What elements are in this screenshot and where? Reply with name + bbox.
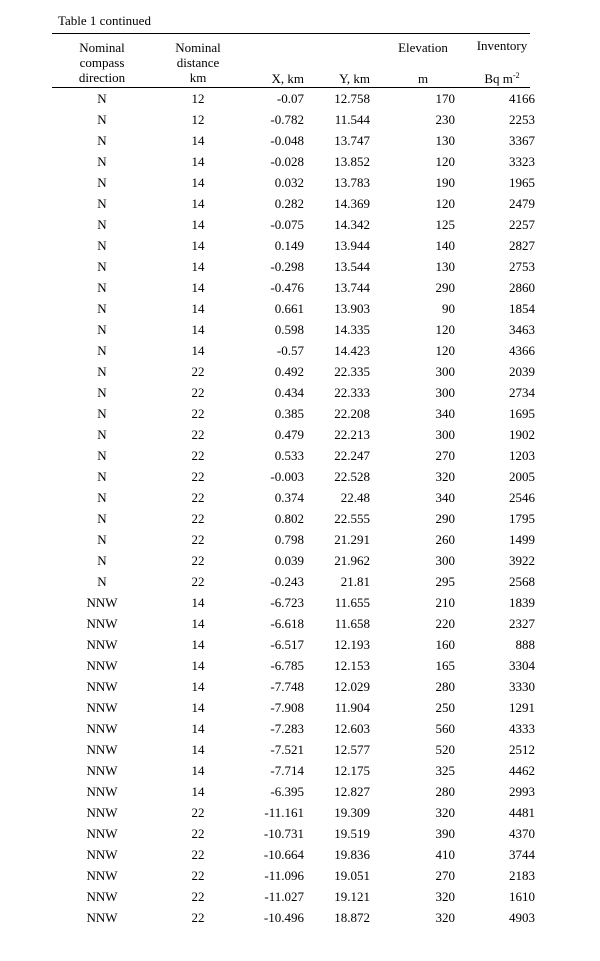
cell-direction: NNW [86, 847, 118, 862]
cell-distance: 12 [191, 91, 205, 106]
cell-elevation: 325 [435, 763, 455, 778]
cell-inventory: 3323 [509, 154, 535, 169]
cell-x: 0.385 [274, 406, 304, 421]
table-row [0, 109, 600, 130]
table-row [0, 424, 600, 445]
cell-y: 22.333 [334, 385, 370, 400]
cell-elevation: 165 [435, 658, 455, 673]
cell-distance: 12 [191, 112, 205, 127]
cell-x: -7.714 [270, 763, 304, 778]
table-row [0, 130, 600, 151]
cell-y: 22.213 [334, 427, 370, 442]
cell-x: -6.517 [270, 637, 304, 652]
cell-y: 22.335 [334, 364, 370, 379]
cell-direction: N [97, 91, 107, 106]
header-y: Y, km [339, 71, 370, 86]
cell-direction: NNW [86, 910, 118, 925]
cell-distance: 14 [191, 175, 205, 190]
cell-x: -0.476 [270, 280, 304, 295]
cell-distance: 14 [191, 133, 205, 148]
cell-inventory: 1499 [509, 532, 535, 547]
cell-elevation: 290 [435, 280, 455, 295]
cell-x: 0.798 [274, 532, 304, 547]
cell-direction: NNW [86, 700, 118, 715]
cell-inventory: 1795 [509, 511, 535, 526]
cell-x: -7.748 [270, 679, 304, 694]
cell-inventory: 3744 [509, 847, 535, 862]
cell-elevation: 220 [435, 616, 455, 631]
cell-direction: NNW [86, 679, 118, 694]
cell-direction: N [97, 154, 107, 169]
cell-elevation: 230 [435, 112, 455, 127]
cell-y: 19.836 [334, 847, 370, 862]
cell-x: -6.395 [270, 784, 304, 799]
cell-elevation: 320 [435, 469, 455, 484]
cell-direction: N [97, 406, 107, 421]
cell-distance: 14 [191, 595, 205, 610]
table-body [0, 88, 600, 928]
cell-x: 0.039 [274, 553, 304, 568]
cell-x: -7.908 [270, 700, 304, 715]
cell-x: -6.618 [270, 616, 304, 631]
cell-inventory: 1695 [509, 406, 535, 421]
cell-distance: 22 [191, 448, 205, 463]
table-row [0, 256, 600, 277]
header-direction: Nominal compass direction [78, 40, 126, 85]
cell-inventory: 3463 [509, 322, 535, 337]
cell-y: 22.48 [340, 490, 370, 505]
top-rule [52, 33, 530, 34]
cell-x: -0.298 [270, 259, 304, 274]
cell-x: -0.07 [276, 91, 304, 106]
table-row [0, 613, 600, 634]
cell-direction: N [97, 301, 107, 316]
header-inventory: Inventory [476, 38, 528, 53]
cell-x: -10.496 [263, 910, 304, 925]
cell-distance: 22 [191, 847, 205, 862]
cell-y: 22.555 [334, 511, 370, 526]
cell-direction: N [97, 553, 107, 568]
cell-distance: 14 [191, 154, 205, 169]
cell-inventory: 4333 [509, 721, 535, 736]
cell-x: -0.048 [270, 133, 304, 148]
cell-x: 0.492 [274, 364, 304, 379]
cell-elevation: 270 [435, 868, 455, 883]
cell-y: 14.369 [334, 196, 370, 211]
cell-elevation: 125 [435, 217, 455, 232]
table-row [0, 277, 600, 298]
cell-y: 13.903 [334, 301, 370, 316]
cell-distance: 14 [191, 196, 205, 211]
cell-x: 0.661 [274, 301, 304, 316]
cell-y: 11.655 [334, 595, 370, 610]
cell-direction: N [97, 574, 107, 589]
table-row [0, 676, 600, 697]
cell-direction: NNW [86, 868, 118, 883]
table-row [0, 508, 600, 529]
cell-direction: N [97, 133, 107, 148]
cell-inventory: 4166 [509, 91, 535, 106]
cell-inventory: 2183 [509, 868, 535, 883]
cell-y: 13.744 [334, 280, 370, 295]
cell-inventory: 1839 [509, 595, 535, 610]
table-row [0, 403, 600, 424]
table-row [0, 718, 600, 739]
cell-inventory: 4366 [509, 343, 535, 358]
cell-inventory: 888 [515, 637, 535, 652]
cell-distance: 22 [191, 868, 205, 883]
cell-distance: 14 [191, 637, 205, 652]
cell-direction: N [97, 196, 107, 211]
cell-inventory: 2253 [509, 112, 535, 127]
cell-inventory: 1610 [509, 889, 535, 904]
cell-distance: 22 [191, 910, 205, 925]
cell-elevation: 140 [435, 238, 455, 253]
cell-y: 11.904 [334, 700, 370, 715]
cell-distance: 14 [191, 301, 205, 316]
cell-elevation: 120 [435, 343, 455, 358]
table-row [0, 886, 600, 907]
cell-x: -0.782 [270, 112, 304, 127]
cell-elevation: 560 [435, 721, 455, 736]
cell-distance: 22 [191, 553, 205, 568]
table-row [0, 571, 600, 592]
cell-elevation: 340 [435, 490, 455, 505]
table-row [0, 340, 600, 361]
cell-inventory: 1902 [509, 427, 535, 442]
cell-elevation: 130 [435, 133, 455, 148]
cell-x: -10.731 [263, 826, 304, 841]
header-elevation-unit: m [417, 71, 429, 86]
cell-inventory: 2993 [509, 784, 535, 799]
cell-direction: N [97, 490, 107, 505]
cell-x: 0.032 [274, 175, 304, 190]
cell-distance: 22 [191, 511, 205, 526]
cell-direction: N [97, 385, 107, 400]
cell-distance: 14 [191, 658, 205, 673]
cell-inventory: 2546 [509, 490, 535, 505]
cell-y: 12.175 [334, 763, 370, 778]
cell-direction: NNW [86, 805, 118, 820]
cell-distance: 22 [191, 427, 205, 442]
cell-distance: 14 [191, 700, 205, 715]
header-distance: Nominal distance km [175, 40, 221, 85]
cell-elevation: 300 [435, 427, 455, 442]
cell-x: 0.533 [274, 448, 304, 463]
table-row [0, 760, 600, 781]
cell-y: 14.423 [334, 343, 370, 358]
cell-distance: 14 [191, 217, 205, 232]
cell-y: 13.544 [334, 259, 370, 274]
cell-inventory: 4370 [509, 826, 535, 841]
cell-distance: 22 [191, 364, 205, 379]
cell-inventory: 2860 [509, 280, 535, 295]
cell-direction: N [97, 427, 107, 442]
cell-distance: 22 [191, 805, 205, 820]
cell-direction: N [97, 280, 107, 295]
cell-x: -11.161 [264, 805, 304, 820]
cell-direction: N [97, 364, 107, 379]
cell-direction: NNW [86, 763, 118, 778]
cell-inventory: 2753 [509, 259, 535, 274]
table-row [0, 865, 600, 886]
cell-x: 0.149 [274, 238, 304, 253]
cell-inventory: 3330 [509, 679, 535, 694]
header-inventory-unit: Bq $m^{-2}$ [484, 71, 520, 86]
cell-elevation: 410 [435, 847, 455, 862]
cell-inventory: 2827 [509, 238, 535, 253]
cell-inventory: 2257 [509, 217, 535, 232]
cell-inventory: 2512 [509, 742, 535, 757]
cell-distance: 14 [191, 742, 205, 757]
cell-y: 11.658 [334, 616, 370, 631]
cell-direction: N [97, 469, 107, 484]
cell-y: 22.208 [334, 406, 370, 421]
table-row [0, 634, 600, 655]
cell-x: -11.096 [264, 868, 304, 883]
cell-y: 22.247 [334, 448, 370, 463]
cell-x: -10.664 [263, 847, 304, 862]
cell-inventory: 2005 [509, 469, 535, 484]
cell-distance: 14 [191, 343, 205, 358]
table-row [0, 235, 600, 256]
table-row [0, 697, 600, 718]
table-row [0, 739, 600, 760]
cell-y: 11.544 [334, 112, 370, 127]
cell-direction: NNW [86, 637, 118, 652]
cell-direction: NNW [86, 721, 118, 736]
table-row [0, 382, 600, 403]
cell-direction: N [97, 259, 107, 274]
table-row [0, 655, 600, 676]
table-row [0, 592, 600, 613]
cell-elevation: 280 [435, 784, 455, 799]
cell-inventory: 4481 [509, 805, 535, 820]
cell-x: 0.374 [274, 490, 304, 505]
table-row [0, 781, 600, 802]
table-row [0, 319, 600, 340]
cell-elevation: 280 [435, 679, 455, 694]
cell-y: 21.962 [334, 553, 370, 568]
cell-direction: NNW [86, 784, 118, 799]
cell-inventory: 3367 [509, 133, 535, 148]
cell-inventory: 1291 [509, 700, 535, 715]
header-x: X, km [271, 71, 304, 86]
cell-y: 12.827 [334, 784, 370, 799]
cell-x: -0.028 [270, 154, 304, 169]
cell-y: 12.758 [334, 91, 370, 106]
cell-x: 0.598 [274, 322, 304, 337]
table-row [0, 529, 600, 550]
cell-x: 0.434 [274, 385, 304, 400]
cell-distance: 22 [191, 826, 205, 841]
cell-direction: N [97, 532, 107, 547]
cell-x: 0.479 [274, 427, 304, 442]
cell-direction: NNW [86, 742, 118, 757]
table-row [0, 487, 600, 508]
cell-x: -11.027 [264, 889, 304, 904]
table-row [0, 214, 600, 235]
cell-y: 18.872 [334, 910, 370, 925]
cell-distance: 22 [191, 532, 205, 547]
cell-y: 19.121 [334, 889, 370, 904]
cell-y: 12.577 [334, 742, 370, 757]
cell-inventory: 2039 [509, 364, 535, 379]
cell-direction: NNW [86, 826, 118, 841]
cell-elevation: 120 [435, 196, 455, 211]
table-row [0, 88, 600, 109]
cell-x: 0.802 [274, 511, 304, 526]
table-row [0, 907, 600, 928]
cell-distance: 22 [191, 574, 205, 589]
cell-distance: 22 [191, 889, 205, 904]
cell-direction: NNW [86, 889, 118, 904]
cell-direction: N [97, 175, 107, 190]
cell-elevation: 390 [435, 826, 455, 841]
cell-elevation: 90 [442, 301, 455, 316]
cell-inventory: 2734 [509, 385, 535, 400]
cell-inventory: 4462 [509, 763, 535, 778]
cell-inventory: 2568 [509, 574, 535, 589]
cell-y: 12.193 [334, 637, 370, 652]
cell-elevation: 270 [435, 448, 455, 463]
cell-direction: NNW [86, 595, 118, 610]
cell-inventory: 3304 [509, 658, 535, 673]
cell-direction: NNW [86, 658, 118, 673]
cell-y: 13.783 [334, 175, 370, 190]
cell-y: 21.291 [334, 532, 370, 547]
cell-distance: 14 [191, 763, 205, 778]
cell-inventory: 1203 [509, 448, 535, 463]
cell-distance: 14 [191, 259, 205, 274]
cell-direction: N [97, 511, 107, 526]
cell-elevation: 300 [435, 385, 455, 400]
table-row [0, 823, 600, 844]
cell-elevation: 120 [435, 154, 455, 169]
cell-x: -0.243 [270, 574, 304, 589]
cell-elevation: 290 [435, 511, 455, 526]
cell-y: 19.309 [334, 805, 370, 820]
cell-distance: 22 [191, 406, 205, 421]
cell-x: 0.282 [274, 196, 304, 211]
cell-y: 13.944 [334, 238, 370, 253]
cell-distance: 14 [191, 784, 205, 799]
cell-distance: 14 [191, 322, 205, 337]
cell-elevation: 520 [435, 742, 455, 757]
cell-direction: N [97, 238, 107, 253]
cell-x: -6.785 [270, 658, 304, 673]
cell-distance: 14 [191, 616, 205, 631]
cell-elevation: 190 [435, 175, 455, 190]
cell-x: -0.57 [276, 343, 304, 358]
cell-y: 19.051 [334, 868, 370, 883]
cell-y: 22.528 [334, 469, 370, 484]
table-row [0, 361, 600, 382]
header-elevation: Elevation [398, 40, 448, 55]
cell-elevation: 300 [435, 364, 455, 379]
cell-x: -7.283 [270, 721, 304, 736]
cell-inventory: 1854 [509, 301, 535, 316]
cell-y: 13.747 [334, 133, 370, 148]
table-caption: Table 1 continued [58, 13, 151, 28]
cell-elevation: 260 [435, 532, 455, 547]
cell-distance: 14 [191, 280, 205, 295]
cell-elevation: 250 [435, 700, 455, 715]
cell-direction: N [97, 217, 107, 232]
cell-x: -7.521 [270, 742, 304, 757]
cell-y: 12.029 [334, 679, 370, 694]
cell-elevation: 130 [435, 259, 455, 274]
table-row [0, 466, 600, 487]
cell-y: 14.335 [334, 322, 370, 337]
cell-elevation: 320 [435, 910, 455, 925]
table-row [0, 298, 600, 319]
cell-inventory: 2479 [509, 196, 535, 211]
cell-direction: N [97, 112, 107, 127]
cell-y: 14.342 [334, 217, 370, 232]
cell-distance: 22 [191, 490, 205, 505]
cell-distance: 14 [191, 238, 205, 253]
cell-x: -0.075 [270, 217, 304, 232]
table-row [0, 445, 600, 466]
cell-elevation: 320 [435, 889, 455, 904]
cell-distance: 22 [191, 469, 205, 484]
cell-x: -6.723 [270, 595, 304, 610]
cell-inventory: 3922 [509, 553, 535, 568]
cell-distance: 14 [191, 721, 205, 736]
cell-elevation: 170 [435, 91, 455, 106]
cell-distance: 14 [191, 679, 205, 694]
table-row [0, 172, 600, 193]
cell-distance: 22 [191, 385, 205, 400]
cell-direction: NNW [86, 616, 118, 631]
cell-y: 13.852 [334, 154, 370, 169]
cell-direction: N [97, 448, 107, 463]
cell-direction: N [97, 322, 107, 337]
table-row [0, 550, 600, 571]
table-row [0, 151, 600, 172]
cell-inventory: 2327 [509, 616, 535, 631]
cell-inventory: 4903 [509, 910, 535, 925]
cell-elevation: 320 [435, 805, 455, 820]
table-row [0, 844, 600, 865]
table-row [0, 193, 600, 214]
cell-elevation: 300 [435, 553, 455, 568]
cell-x: -0.003 [270, 469, 304, 484]
cell-y: 21.81 [340, 574, 370, 589]
table-row [0, 802, 600, 823]
cell-inventory: 1965 [509, 175, 535, 190]
cell-elevation: 340 [435, 406, 455, 421]
cell-elevation: 210 [435, 595, 455, 610]
cell-direction: N [97, 343, 107, 358]
cell-elevation: 160 [435, 637, 455, 652]
cell-y: 12.603 [334, 721, 370, 736]
cell-y: 12.153 [334, 658, 370, 673]
cell-y: 19.519 [334, 826, 370, 841]
cell-elevation: 120 [435, 322, 455, 337]
cell-elevation: 295 [435, 574, 455, 589]
